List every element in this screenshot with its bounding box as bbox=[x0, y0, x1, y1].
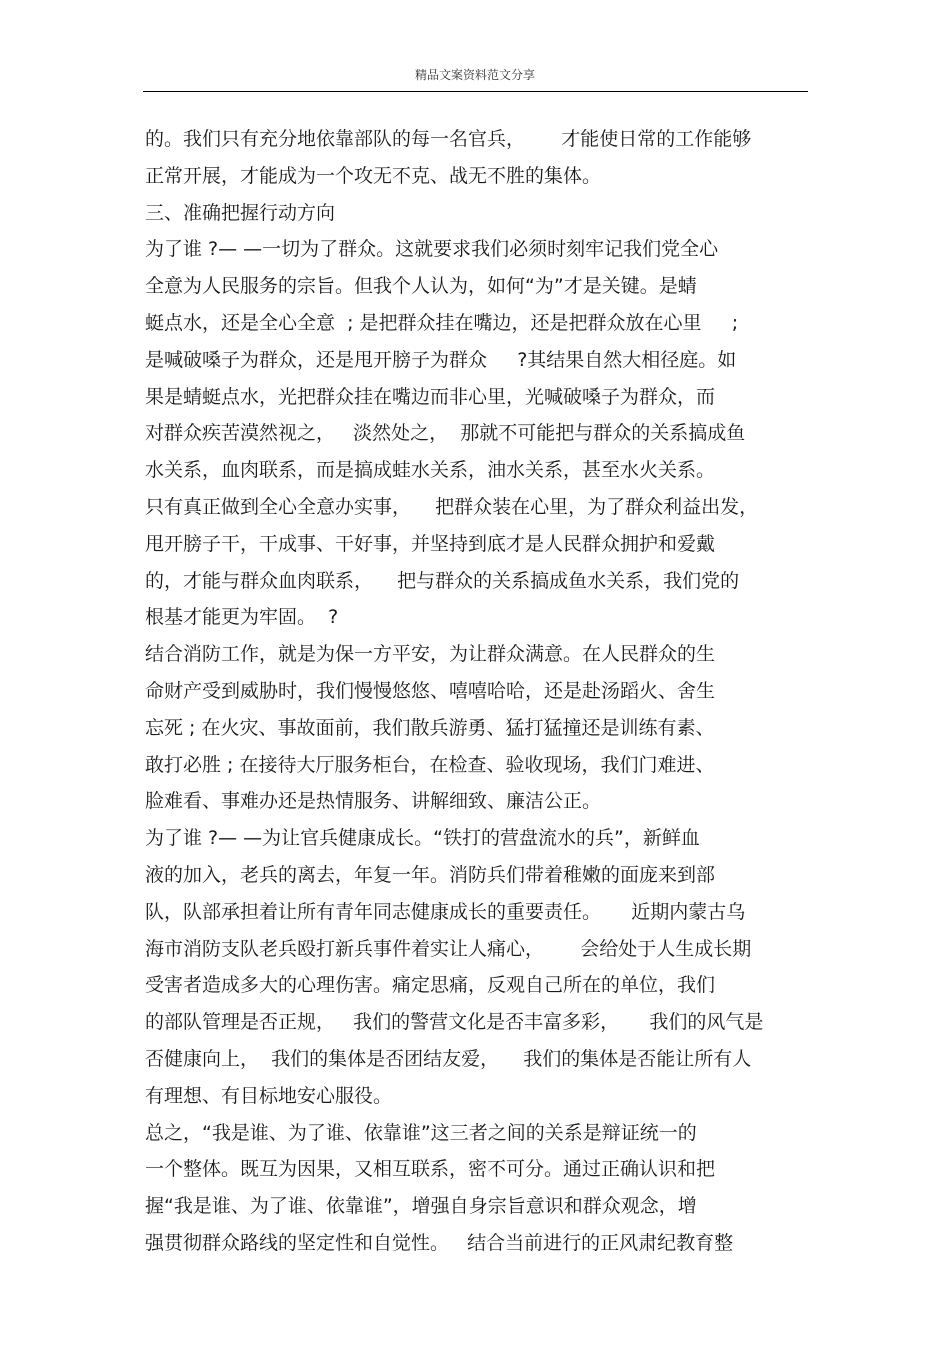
text-line: 总之，“我是谁、为了谁、依靠谁”这三者之间的关系是辩证统一的 bbox=[145, 1121, 697, 1144]
text-line: 的，才能与群众血肉联系， 把与群众的关系搞成鱼水关系，我们党的 bbox=[145, 569, 740, 592]
text-line: 敢打必胜 ; 在接待大厅服务柜台，在检查、验收现场，我们门难进、 bbox=[145, 753, 715, 776]
text-line: 的部队管理是否正规， 我们的警营文化是否丰富多彩， 我们的风气是 bbox=[145, 1011, 764, 1034]
text-line: 为了谁 ?— —为让官兵健康成长。“铁打的营盘流水的兵”，新鲜血 bbox=[145, 827, 700, 850]
section-heading: 三、准确把握行动方向 bbox=[145, 201, 336, 224]
text-line: 蜓点水，还是全心全意 ; 是把群众挂在嘴边，还是把群众放在心里 ; bbox=[145, 311, 739, 334]
text-line: 命财产受到威胁时，我们慢慢悠悠、嘻嘻哈哈，还是赴汤蹈火、舍生 bbox=[145, 679, 716, 702]
header-title: 精品文案资料范文分享 bbox=[414, 68, 535, 82]
text-line: 对群众疾苦漠然视之， 淡然处之， 那就不可能把与群众的关系搞成鱼 bbox=[145, 422, 746, 445]
text-line: 是喊破嗓子为群众，还是甩开膀子为群众 ?其结果自然大相径庭。如 bbox=[145, 348, 737, 371]
text-line: 只有真正做到全心全意办实事， 把群众装在心里，为了群众利益出发， bbox=[145, 495, 759, 518]
text-line: 果是蜻蜓点水，光把群众挂在嘴边而非心里，光喊破嗓子为群众，而 bbox=[145, 385, 716, 408]
text-line: 强贯彻群众路线的坚定性和自觉性。 结合当前进行的正风肃纪教育整 bbox=[145, 1231, 734, 1254]
document-body bbox=[145, 121, 825, 1262]
text-line: 水关系，血肉联系，而是搞成蛙水关系，油水关系，甚至水火关系。 bbox=[145, 459, 716, 482]
text-line: 正常开展，才能成为一个攻无不克、战无不胜的集体。 bbox=[145, 164, 602, 187]
text-line: 脸难看、事难办还是热情服务、讲解细致、廉洁公正。 bbox=[145, 790, 602, 813]
text-line: 海市消防支队老兵殴打新兵事件着实让人痛心， 会给处于人生成长期 bbox=[145, 937, 752, 960]
text-line: 忘死 ; 在火灾、事故面前，我们散兵游勇、猛打猛撞还是训练有素、 bbox=[145, 716, 715, 739]
text-line: 结合消防工作，就是为保一方平安，为让群众满意。在人民群众的生 bbox=[145, 643, 716, 666]
text-line: 握“我是谁、为了谁、依靠谁”，增强自身宗旨意识和群众观念，增 bbox=[145, 1195, 697, 1218]
text-line: 的。我们只有充分地依靠部队的每一名官兵， 才能使日常的工作能够 bbox=[145, 128, 752, 150]
text-line: 队，队部承担着让所有青年同志健康成长的重要责任。 近期内蒙古乌 bbox=[145, 900, 746, 923]
text-line: 为了谁 ?— —一切为了群众。这就要求我们必须时刻牢记我们党全心 bbox=[145, 238, 719, 261]
text-line: 否健康向上， 我们的集体是否团结友爱， 我们的集体是否能让所有人 bbox=[145, 1047, 752, 1070]
text-line: 一个整体。既互为因果，又相互联系，密不可分。通过正确认识和把 bbox=[145, 1158, 716, 1181]
header-divider bbox=[143, 91, 808, 92]
text-line: 甩开膀子干，干成事、干好事，并坚持到底才是人民群众拥护和爱戴 bbox=[145, 532, 716, 555]
text-line: 根基才能更为牢固。 ? bbox=[145, 606, 339, 629]
text-line: 受害者造成多大的心理伤害。痛定思痛，反观自己所在的单位，我们 bbox=[145, 974, 716, 997]
text-line: 全意为人民服务的宗旨。但我个人认为，如何“为”才是关键。是蜻 bbox=[145, 275, 697, 298]
text-line: 有理想、有目标地安心服役。 bbox=[145, 1084, 393, 1107]
text-line: 液的加入，老兵的离去，年复一年。消防兵们带着稚嫩的面庞来到部 bbox=[145, 863, 716, 886]
